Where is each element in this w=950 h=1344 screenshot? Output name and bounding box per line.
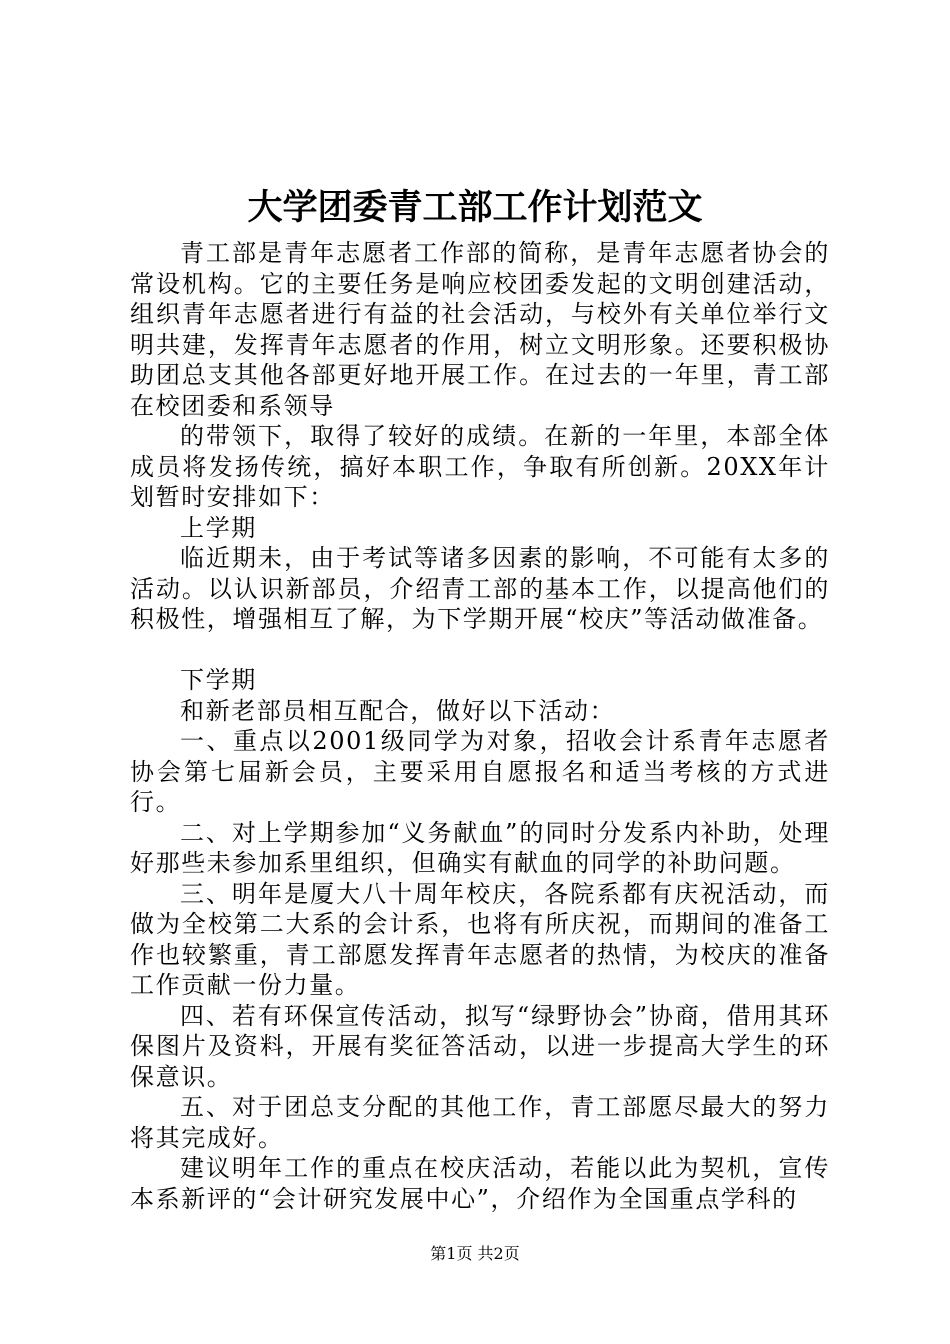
paragraph-suggestion: 建议明年工作的重点在校庆活动，若能以此为契机，宣传本系新评的“会计研究发展中心”，介绍作为全国重点学科的 [130,1154,830,1213]
section-heading-first-semester: 上学期 [180,513,257,542]
list-item-1: 一、重点以2001级同学为对象，招收会计系青年志愿者协会第七届新会员，主要采用自愿报名和适当考核的方式进行。 [130,727,830,816]
document-body [130,238,830,1214]
list-item-4: 四、若有环保宣传活动，拟写“绿野协会”协商，借用其环保图片及资料，开展有奖征答活动，以进一步提高大学生的环保意识。 [130,1001,830,1091]
list-item-5: 五、对于团总支分配的其他工作，青工部愿尽最大的努力将其完成好。 [130,1093,830,1152]
paragraph-second-semester-intro: 和新老部员相互配合，做好以下活动： [180,696,616,725]
document-title: 大学团委青工部工作计划范文 [247,187,703,228]
section-heading-second-semester: 下学期 [180,666,257,694]
page-footer: 第1页 共2页 [430,1244,520,1263]
paragraph-first-semester: 临近期未，由于考试等诸多因素的影响，不可能有太多的活动。以认识新部员，介绍青工部的基本工作，以提高他们的积极性，增强相互了解，为下学期开展“校庆”等活动做准备。 [130,544,830,633]
paragraph-intro: 青工部是青年志愿者工作部的简称，是青年志愿者协会的常设机构。它的主要任务是响应校团委发起的文明创建活动，组织青年志愿者进行有益的社会活动，与校外有关单位举行文明共建，发挥青年志愿者的作用，树立文明形象。还要积极协助团总支其他各部更好地开展工作。在过去的一年里，青工部在校团委和系领导 [130,239,830,420]
list-item-2: 二、对上学期参加“义务献血”的同时分发系内补助，处理好那些未参加系里组织，但确实有献血的同学的补助问题。 [130,818,830,877]
paragraph-plan-intro: 的带领下，取得了较好的成绩。在新的一年里，本部全体成员将发扬传统，搞好本职工作，争取有所创新。20XX年计划暂时安排如下： [130,422,830,511]
list-item-3: 三、明年是厦大八十周年校庆，各院系都有庆祝活动，而做为全校第二大系的会计系，也将有所庆祝，而期间的准备工作也较繁重，青工部愿发挥青年志愿者的热情，为校庆的准备工作贡献一份力量。 [130,879,830,999]
